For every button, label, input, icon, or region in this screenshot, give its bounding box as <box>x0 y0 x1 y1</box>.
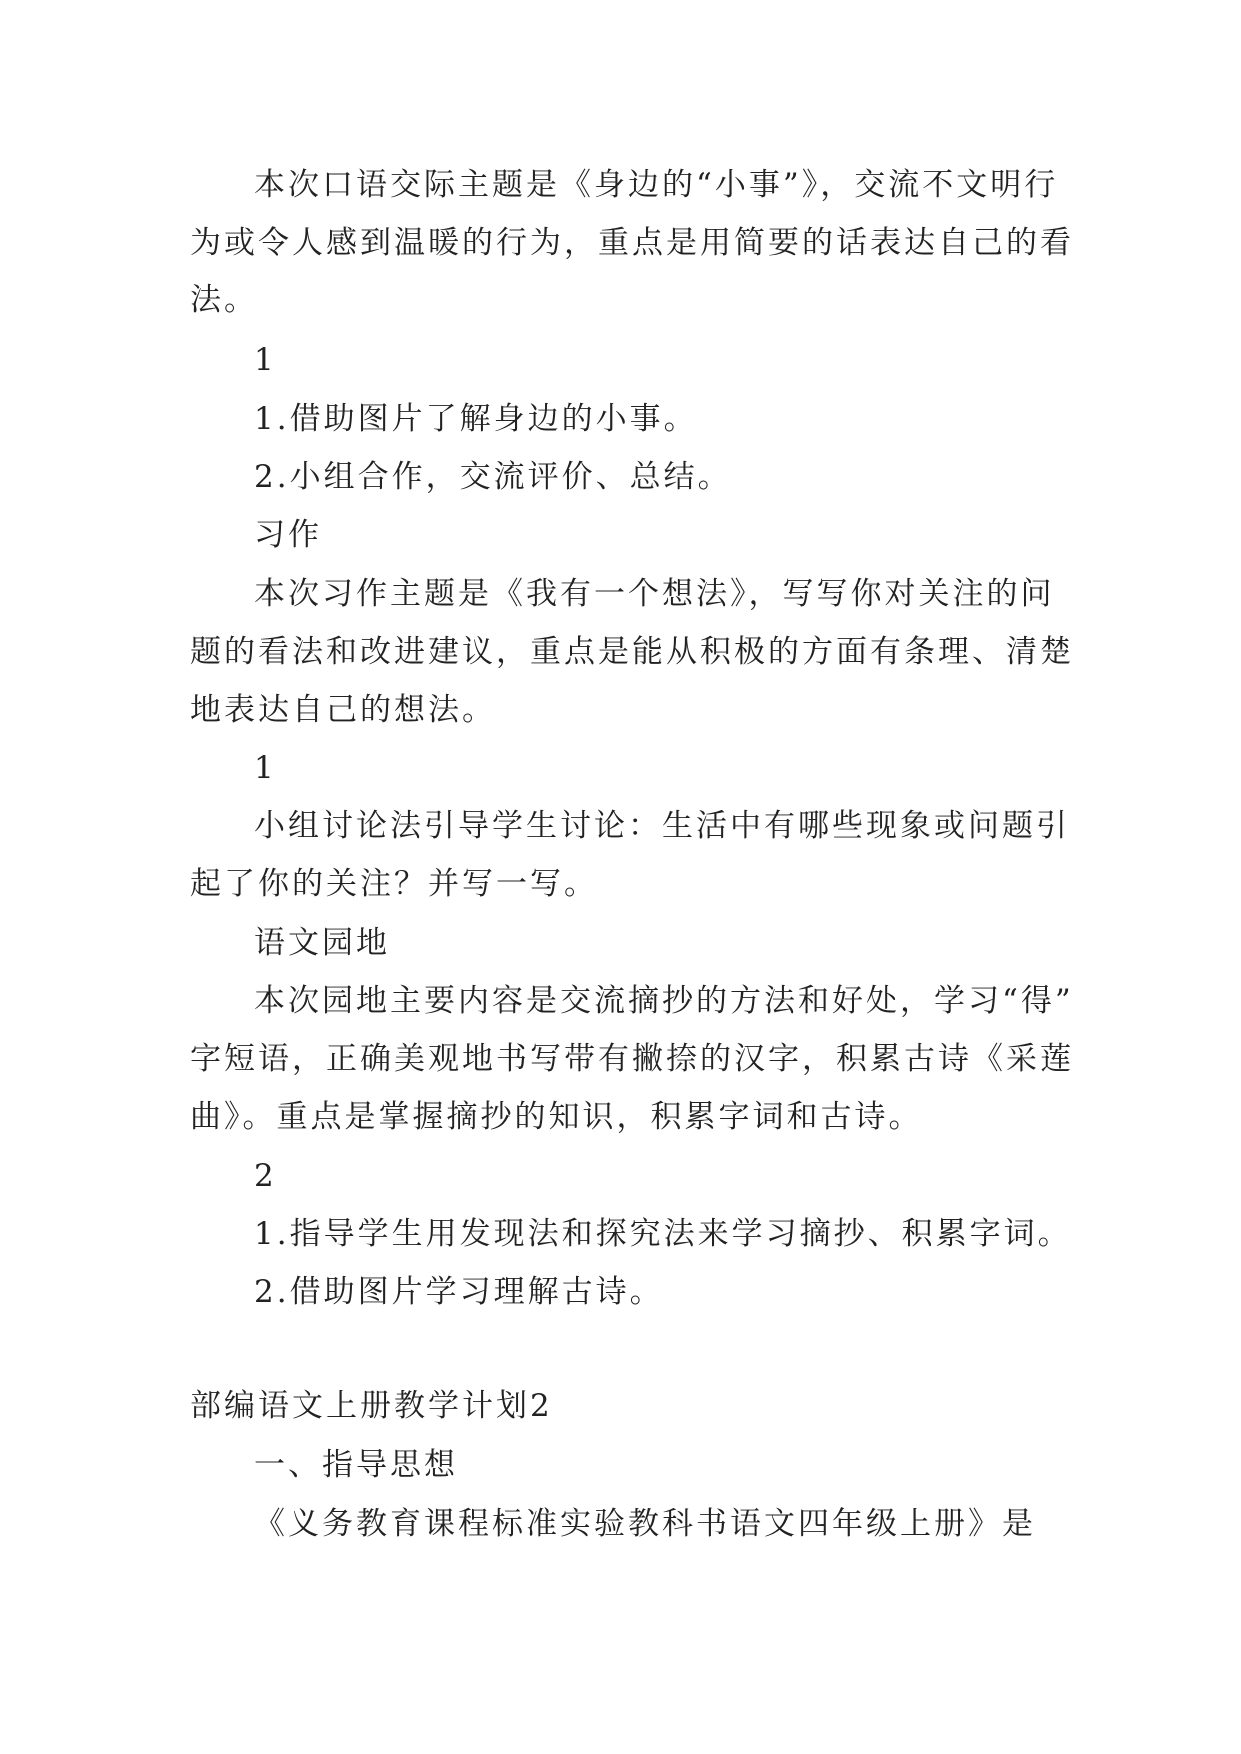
section-heading: 语文园地 <box>254 925 390 961</box>
list-item: 2.借助图片学习理解古诗。 <box>254 1274 664 1310</box>
section-number: 1 <box>254 750 277 786</box>
section-number: 2 <box>254 1158 277 1194</box>
paragraph-line: 《义务教育课程标准实验教科书语文四年级上册》是 <box>254 1506 1036 1542</box>
paragraph-line: 法。 <box>190 282 258 318</box>
paragraph-line: 地表达自己的想法。 <box>190 692 496 728</box>
paragraph-line: 起了你的关注？并写一写。 <box>190 866 598 902</box>
paragraph-line: 字短语，正确美观地书写带有撇捺的汉字，积累古诗《采莲 <box>190 1041 1074 1077</box>
list-item: 1.指导学生用发现法和探究法来学习摘抄、积累字词。 <box>254 1216 1072 1252</box>
paragraph-line: 本次习作主题是《我有一个想法》，写写你对关注的问 <box>254 576 1055 612</box>
paragraph-line: 本次口语交际主题是《身边的“小事”》，交流不文明行 <box>254 167 1059 203</box>
paragraph-line: 小组讨论法引导学生讨论：生活中有哪些现象或问题引 <box>254 808 1070 844</box>
list-item: 2.小组合作，交流评价、总结。 <box>254 459 732 495</box>
section-heading: 一、指导思想 <box>254 1447 458 1483</box>
paragraph-line: 本次园地主要内容是交流摘抄的方法和好处，学习“得” <box>254 983 1074 1019</box>
paragraph-line: 曲》。重点是掌握摘抄的知识，积累字词和古诗。 <box>190 1099 923 1135</box>
paragraph-line: 题的看法和改进建议，重点是能从积极的方面有条理、清楚 <box>190 634 1074 670</box>
paragraph-line: 为或令人感到温暖的行为，重点是用简要的话表达自己的看 <box>190 225 1074 261</box>
section-number: 1 <box>254 342 277 378</box>
section-heading: 习作 <box>254 517 322 553</box>
document-title: 部编语文上册教学计划2 <box>190 1388 553 1424</box>
list-item: 1.借助图片了解身边的小事。 <box>254 401 698 437</box>
